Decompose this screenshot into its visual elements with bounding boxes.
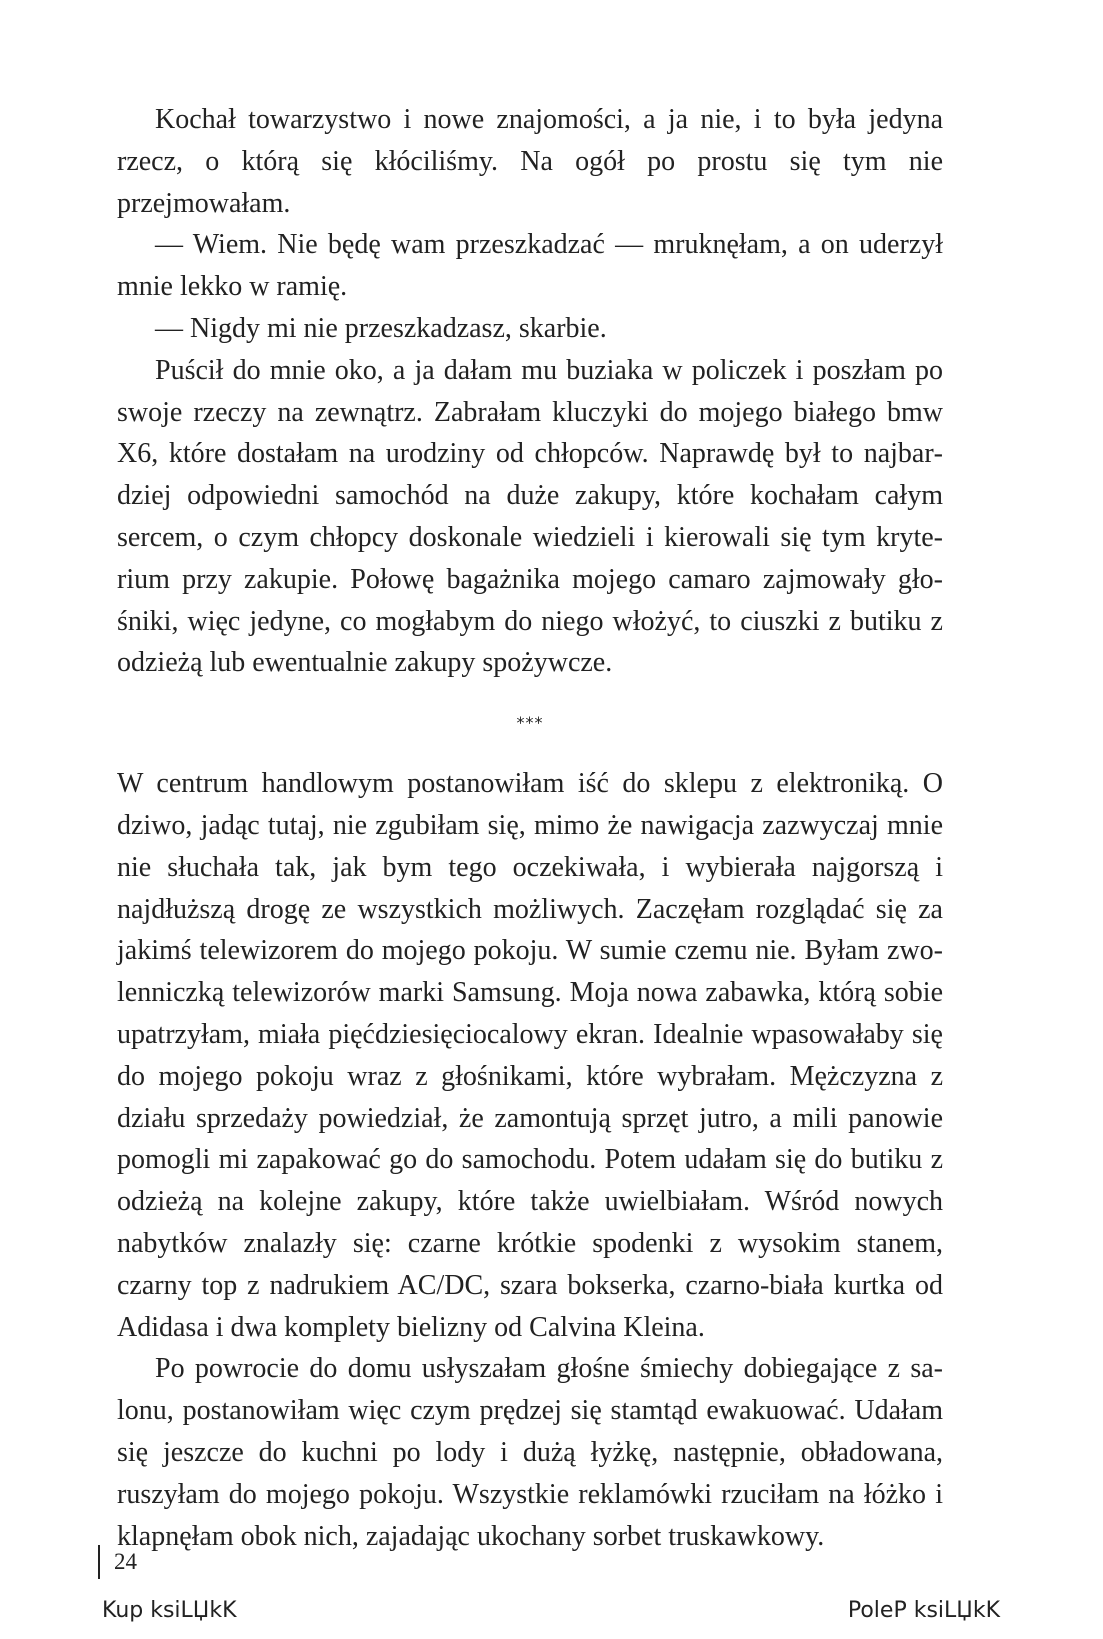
- page-number: 24: [114, 1549, 137, 1574]
- recommend-book-link[interactable]: PoleP ksiLЏkK: [847, 1598, 1000, 1623]
- section-opening-paragraph: W centrum handlowym postanowiłam iść do sklepu z elektroniką. O dziwo, jadąc tutaj, nie zgubiłam się, mimo że nawigacja zazwyczaj mnie nie słuchała tak, jak bym tego oczekiwała, i wybierała najgorszą i najdłuższą drogę ze wszystkich możliwych. Zaczęłam rozglądać się za jakimś telewizorem do mojego pokoju. W sumie czemu nie. Byłam zwolenniczką telewizorów marki Samsung. Moja nowa zabawka, którą sobie upatrzyłam, miała pięćdziesięciocalowy ekran. Idealnie wpasowałaby się do mojego pokoju wraz z głośnikami, które wybrałam. Mężczyzna z działu sprzedaży powiedział, że zamontują sprzęt jutro, a mili panowie pomogli mi zapakować go do samochodu. Potem udałam się do butiku z odzieżą na kolejne zakupy, które także uwielbiałam. Wśród nowych nabytków znalazły się: czarne krótkie spodenki z wysokim stanem, czarny top z nadrukiem AC/DC, szara bokserka, czarno-biała kurtka od Adidasa i dwa komplety bielizny od Calvina Kleina.: [117, 768, 943, 1343]
- page-body: [117, 99, 943, 1557]
- paragraph: Kochał towarzystwo i nowe znajomości, a ja nie, i to była jedyna rzecz, o którą się kłóciliśmy. Na ogół po prostu się tym nie przejmowałam.: [117, 104, 943, 219]
- page-number-rule: [98, 1545, 100, 1579]
- dialogue-paragraph: — Wiem. Nie będę wam przeszkadzać — mruknęłam, a on uderzył mnie lekko w ramię.: [117, 229, 943, 303]
- page-number-block: [98, 1545, 137, 1579]
- paragraph: Puścił do mnie oko, a ja dałam mu buziaka w policzek i poszłam po swoje rzeczy na zewnątrz. Zabrałam kluczyki do mojego białego bmw X6, które dostałam na urodziny od chłopców. Naprawdę był to najbardziej odpowiedni samochód na duże zakupy, które kochałam całym sercem, o czym chłopcy doskonale wiedzieli i kierowali się tym kryterium przy zakupie. Połowę bagażnika mojego camaro zajmowały głośniki, więc jedyne, co mogłabym do niego włożyć, to ciuszki z butiku z odzieżą lub ewentualnie zakupy spożywcze.: [117, 354, 943, 679]
- buy-book-link[interactable]: Kup ksiLЏkK: [102, 1598, 237, 1623]
- paragraph: Po powrocie do domu usłyszałam głośne śmiechy dobiegające z salonu, postanowiłam więc czym prędzej się stamtąd ewakuować. Udałam się jeszcze do kuchni po lody i dużą łyżkę, następnie, obładowana, ruszyłam do mojego pokoju. Wszystkie reklamówki rzuciłam na łóżko i klapnęłam obok nich, zajadając ukochany sorbet truskawkowy.: [117, 1353, 943, 1552]
- dialogue-paragraph: — Nigdy mi nie przeszkadzasz, skarbie.: [155, 312, 607, 344]
- section-break: ***: [516, 713, 544, 733]
